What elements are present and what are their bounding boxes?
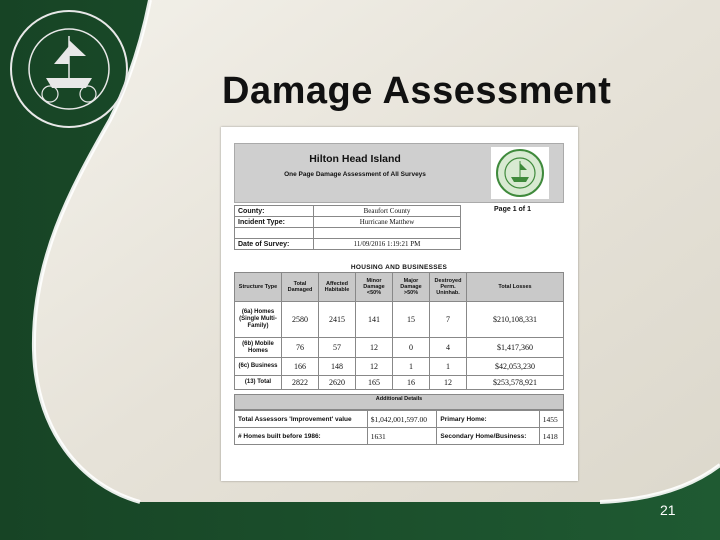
info-value: 11/09/2016 1:19:21 PM (314, 239, 461, 250)
detail-value: $1,042,001,597.00 (367, 411, 437, 428)
info-row (235, 206, 565, 217)
table-cell: 2822 (282, 376, 319, 390)
table-cell: 7 (430, 302, 467, 338)
table-header-row (235, 273, 564, 302)
detail-label: Secondary Home/Business: (437, 428, 539, 445)
column-header: Structure Type (235, 273, 282, 302)
detail-value: 1455 (539, 411, 563, 428)
table-cell: 2415 (319, 302, 356, 338)
damage-assessment-document (234, 143, 564, 445)
housing-business-table (234, 272, 564, 390)
column-header: Total Losses (467, 273, 564, 302)
row-label: (6c) Business (235, 358, 282, 376)
detail-label: Primary Home: (437, 411, 539, 428)
table-cell: 2620 (319, 376, 356, 390)
table-cell: $42,053,230 (467, 358, 564, 376)
column-header: Destroyed Perm. Uninhab. (430, 273, 467, 302)
info-value (314, 228, 461, 239)
info-label (235, 228, 314, 239)
table-cell: 0 (393, 338, 430, 358)
detail-row (235, 428, 564, 445)
table-row (235, 376, 564, 390)
table-cell: 1 (393, 358, 430, 376)
table-cell: 12 (356, 338, 393, 358)
info-label: Incident Type: (235, 217, 314, 228)
row-label: (6b) Mobile Homes (235, 338, 282, 358)
detail-row (235, 411, 564, 428)
detail-value: 1418 (539, 428, 563, 445)
info-value: Hurricane Matthew (314, 217, 461, 228)
info-value: Beaufort County (314, 206, 461, 217)
survey-info-table (234, 205, 564, 250)
column-header: Total Damaged (282, 273, 319, 302)
info-label: County: (235, 206, 314, 217)
detail-label: Total Assessors 'Improvement' value (235, 411, 368, 428)
column-header: Major Damage >50% (393, 273, 430, 302)
detail-label: # Homes built before 1986: (235, 428, 368, 445)
table-cell: 12 (430, 376, 467, 390)
table-cell: 57 (319, 338, 356, 358)
detail-value: 1631 (367, 428, 437, 445)
document-seal-icon (491, 147, 549, 199)
document-title: Hilton Head Island (309, 153, 401, 165)
table-cell: 165 (356, 376, 393, 390)
row-label: (6a) Homes (Single Multi-Family) (235, 302, 282, 338)
table-cell: 1 (430, 358, 467, 376)
info-label: Date of Survey: (235, 239, 314, 250)
table-cell: 16 (393, 376, 430, 390)
column-header: Minor Damage <50% (356, 273, 393, 302)
table-cell: $253,578,921 (467, 376, 564, 390)
table-cell: 76 (282, 338, 319, 358)
document-header (234, 143, 564, 203)
table-cell: 141 (356, 302, 393, 338)
town-seal-logo (6, 6, 132, 132)
section-title: HOUSING AND BUSINESSES (350, 264, 448, 271)
additional-details-table (234, 410, 564, 445)
table-row (235, 302, 564, 338)
page-number: 21 (660, 502, 676, 518)
slide-title: Damage Assessment (222, 70, 612, 112)
table-row (235, 358, 564, 376)
table-cell: 12 (356, 358, 393, 376)
page-label: Page 1 of 1 (494, 205, 531, 213)
document-subtitle: One Page Damage Assessment of All Surveys (284, 171, 426, 178)
table-cell: 166 (282, 358, 319, 376)
table-cell: 2580 (282, 302, 319, 338)
table-cell: 148 (319, 358, 356, 376)
table-cell: $1,417,360 (467, 338, 564, 358)
column-header: Affected Habitable (319, 273, 356, 302)
table-cell: 15 (393, 302, 430, 338)
table-cell: $210,108,331 (467, 302, 564, 338)
additional-details-title: Additional Details (234, 394, 564, 410)
table-cell: 4 (430, 338, 467, 358)
table-row (235, 338, 564, 358)
row-label: (13) Total (235, 376, 282, 390)
